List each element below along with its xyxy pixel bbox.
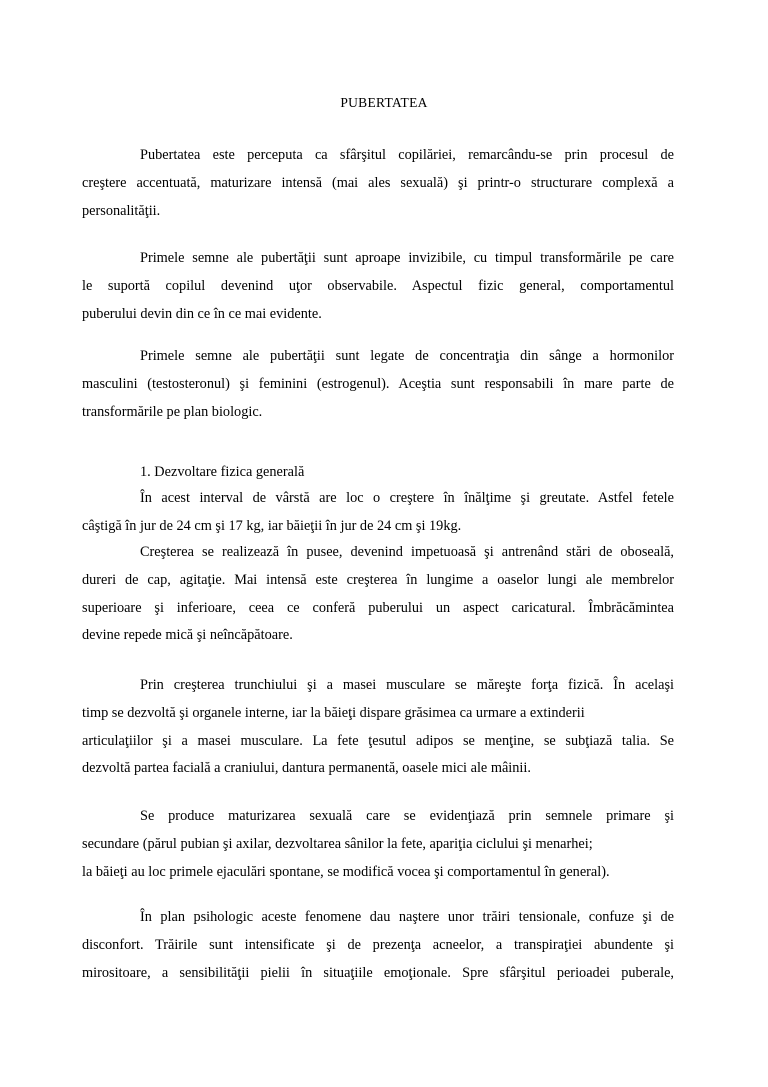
text-line: Creşterea se realizează în pusee, devenind impetuoasă şi antrenând stări de oboseală, (140, 544, 674, 560)
text-line: disconfort. Trăirile sunt intensificate şi de prezenţa acneelor, a transpiraţiei abundente şi (82, 936, 674, 953)
paragraph-muscles (82, 672, 674, 783)
text-line: dezvoltă partea facială a craniului, dantura permanentă, oasele mici ale mâinii. (82, 760, 531, 777)
text-line: transformările pe plan biologic. (82, 403, 263, 420)
section-heading: 1. Dezvoltare fizica generală (140, 464, 305, 480)
paragraph-sexual-maturation (82, 803, 674, 886)
paragraph-intro (82, 142, 674, 225)
text-line: câştigă în jur de 24 cm şi 17 kg, iar băieţii în jur de 24 cm şi 19kg. (82, 517, 462, 534)
text-line: Primele semne ale pubertăţii sunt legate de concentraţia din sânge a hormonilor (140, 348, 674, 364)
text-line: puberului devin din ce în ce mai evidente. (82, 305, 322, 322)
page-title: PUBERTATEA (340, 95, 428, 110)
paragraph-growth-spurts (82, 539, 674, 650)
text-line: secundare (părul pubian şi axilar, dezvoltarea sânilor la fete, apariţia ciclului şi menarhei; (82, 835, 593, 852)
text-line: Prin creşterea trunchiului şi a masei musculare se măreşte forţa fizică. În acelaşi (140, 677, 674, 693)
paragraph-first-signs (82, 245, 674, 328)
text-line: masculini (testosteronul) şi feminini (estrogenul). Aceştia sunt responsabili în mare parte de (82, 375, 674, 392)
text-line: articulaţiilor şi a masei musculare. La fete ţesutul adipos se menţine, se subţiază talia. Se (82, 732, 674, 749)
text-line: personalităţii. (82, 202, 161, 219)
text-line: devine repede mică şi neîncăpătoare. (82, 627, 293, 644)
text-line: dureri de cap, agitaţie. Mai intensă este creşterea în lungime a oaselor lungi ale membrelor (82, 571, 674, 588)
text-line: Pubertatea este perceputa ca sfârşitul copilăriei, remarcându-se prin procesul de (140, 147, 674, 163)
text-line: mirositoare, a sensibilităţii pielii în situaţiile emoţionale. Spre sfârşitul perioadei puberale, (82, 964, 674, 981)
text-line: le suportă copilul devenind uţor observabile. Aspectul fizic general, comportamentul (82, 277, 674, 294)
text-line: creştere accentuată, maturizare intensă (mai ales sexuală) şi printr-o structurare complexă a (82, 174, 674, 191)
paragraph-hormones (82, 343, 674, 426)
text-line: la băieţi au loc primele ejaculări spontane, se modifică vocea şi comportamentul în general). (82, 863, 610, 880)
text-line: superioare şi inferioare, ceea ce conferă puberului un aspect caricatural. Îmbrăcămintea (82, 599, 674, 616)
text-line: Se produce maturizarea sexuală care se evidenţiază prin semnele primare şi (140, 808, 674, 824)
text-line: În plan psihologic aceste fenomene dau naştere unor trăiri tensionale, confuze şi de (140, 909, 674, 925)
text-line: În acest interval de vârstă are loc o creştere în înălţime şi greutate. Astfel fetele (140, 490, 674, 506)
text-line: Primele semne ale pubertăţii sunt aproape invizibile, cu timpul transformările pe care (140, 250, 674, 266)
paragraph-growth (82, 485, 674, 541)
paragraph-psychological (82, 904, 674, 987)
text-line: timp se dezvoltă şi organele interne, iar la băieţi dispare grăsimea ca urmare a extinderii (82, 704, 585, 721)
